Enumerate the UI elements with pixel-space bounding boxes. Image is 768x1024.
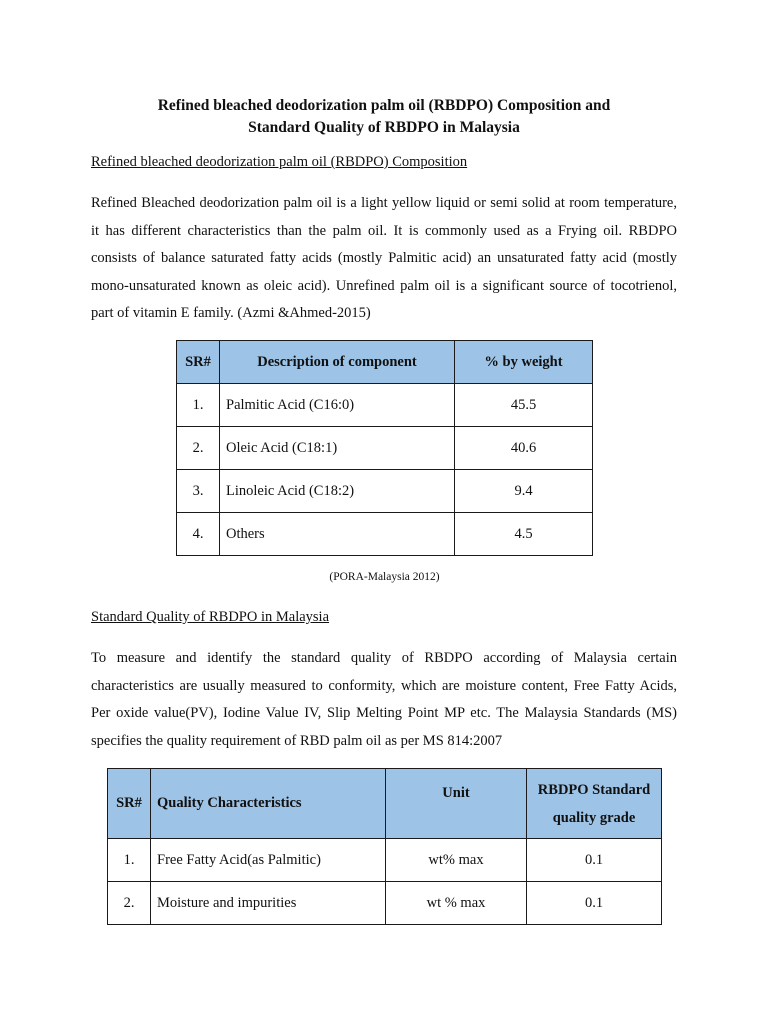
cell-weight: 4.5 [455, 513, 593, 556]
column-header-standard-grade [527, 769, 662, 839]
cell-sr: 1. [177, 384, 220, 427]
paragraph-line: Per oxide value(PV), Iodine Value IV, Slip Melting Point MP etc. The Malaysia Standards (MS) [91, 705, 677, 721]
document-title [60, 95, 708, 139]
title-line-2: Standard Quality of RBDPO in Malaysia [248, 119, 520, 136]
cell-unit: wt% max [386, 839, 527, 882]
table-row [177, 427, 593, 470]
composition-table [176, 340, 593, 556]
cell-characteristic: Free Fatty Acid(as Palmitic) [151, 839, 386, 882]
cell-weight: 9.4 [455, 470, 593, 513]
table-header-row [177, 341, 593, 384]
section-heading-composition: Refined bleached deodorization palm oil (RBDPO) Composition [91, 154, 468, 170]
column-header-weight: % by weight [455, 341, 593, 384]
standard-quality-paragraph [91, 645, 677, 755]
cell-grade: 0.1 [527, 882, 662, 925]
paragraph-line: Refined Bleached deodorization palm oil is a light yellow liquid or semi solid at room temperature, [91, 195, 677, 211]
section-heading-standard-quality: Standard Quality of RBDPO in Malaysia [91, 609, 330, 625]
header-line: quality grade [552, 809, 636, 826]
table-row [108, 882, 662, 925]
cell-characteristic: Moisture and impurities [151, 882, 386, 925]
table-row [177, 513, 593, 556]
cell-unit: wt % max [386, 882, 527, 925]
table-row [177, 470, 593, 513]
paragraph-line: characteristics are usually measured to conformity, which are moisture content, Free Fatty Acids, [91, 677, 677, 694]
column-header-characteristics: Quality Characteristics [151, 769, 386, 839]
paragraph-line: To measure and identify the standard quality of RBDPO according of Malaysia certain [91, 650, 677, 666]
cell-sr: 3. [177, 470, 220, 513]
cell-sr: 1. [108, 839, 151, 882]
table-row [108, 839, 662, 882]
cell-description: Others [220, 513, 455, 556]
column-header-sr: SR# [177, 341, 220, 384]
table-row [177, 384, 593, 427]
paragraph-line: consists of balance saturated fatty acids (mostly Palmitic acid) an unsaturated fatty acid (mostly [91, 250, 677, 266]
table-header-row [108, 769, 662, 839]
column-header-description: Description of component [220, 341, 455, 384]
paragraph-line: specifies the quality requirement of RBD palm oil as per MS 814:2007 [91, 732, 503, 749]
title-line-1: Refined bleached deodorization palm oil (RBDPO) Composition and [157, 97, 611, 114]
column-header-unit: Unit [386, 769, 527, 839]
composition-paragraph [91, 190, 677, 328]
paragraph-line: part of vitamin E family. (Azmi &Ahmed-2015) [91, 305, 371, 321]
header-line: RBDPO Standard [537, 781, 651, 798]
cell-sr: 2. [108, 882, 151, 925]
cell-sr: 2. [177, 427, 220, 470]
cell-description: Linoleic Acid (C18:2) [220, 470, 455, 513]
quality-table [107, 768, 662, 925]
cell-grade: 0.1 [527, 839, 662, 882]
table-caption: (PORA-Malaysia 2012) [329, 571, 440, 583]
cell-sr: 4. [177, 513, 220, 556]
cell-weight: 40.6 [455, 427, 593, 470]
paragraph-line: it has different characteristics than the palm oil. It is commonly used as a Frying oil. RBDPO [91, 222, 677, 239]
column-header-sr: SR# [108, 769, 151, 839]
cell-description: Oleic Acid (C18:1) [220, 427, 455, 470]
cell-weight: 45.5 [455, 384, 593, 427]
cell-description: Palmitic Acid (C16:0) [220, 384, 455, 427]
paragraph-line: mono-unsaturated known as oleic acid). Unrefined palm oil is a significant source of tocotrienol, [91, 277, 677, 294]
